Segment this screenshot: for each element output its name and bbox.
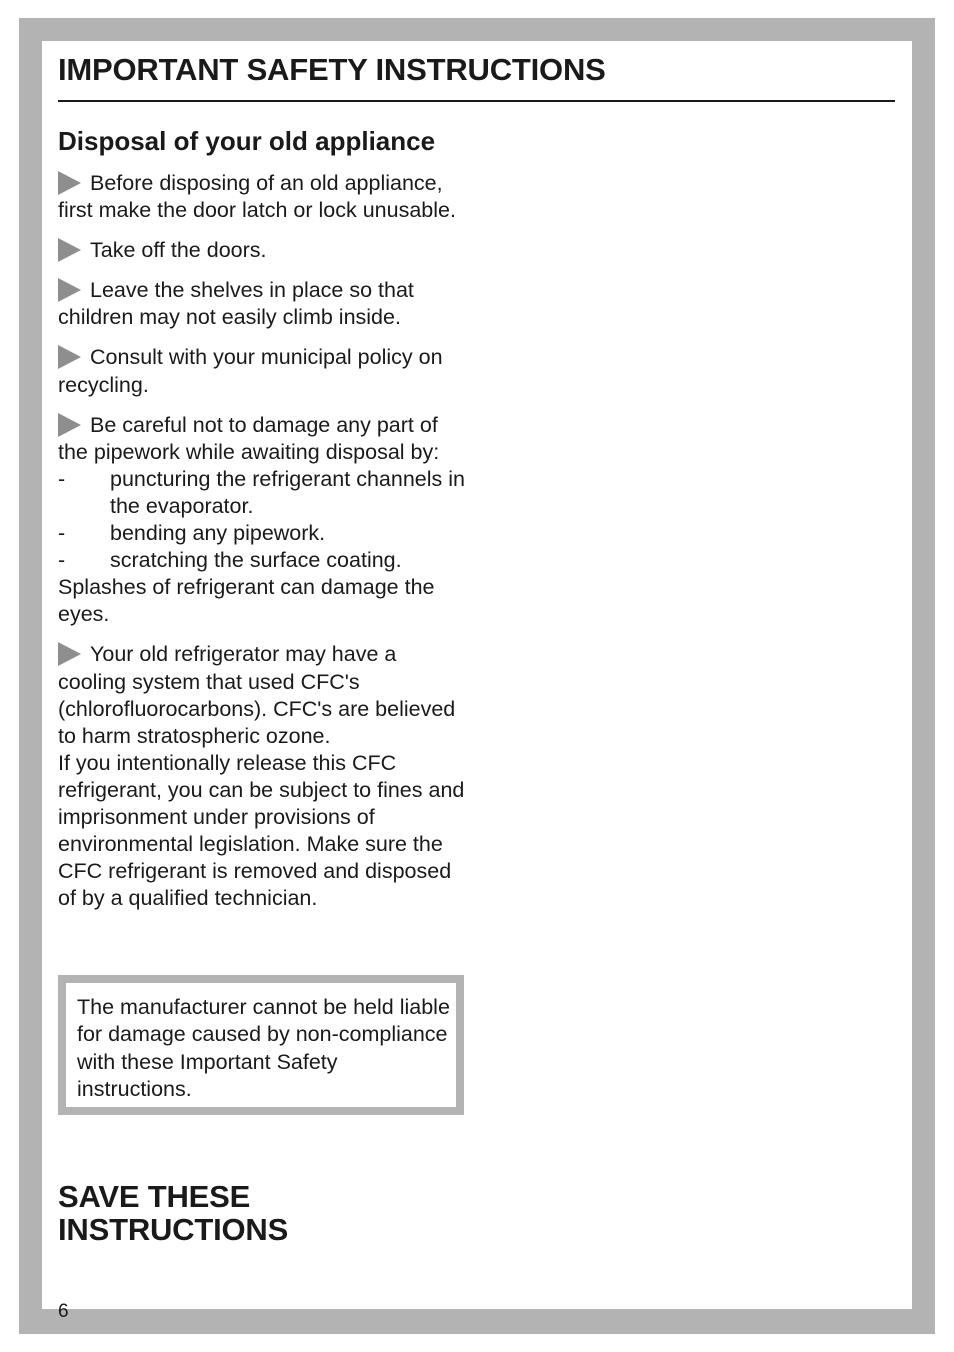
bullet-line: [58, 641, 468, 749]
liability-note-box: [58, 975, 464, 1115]
content-column: [58, 124, 468, 925]
dash-list-item: [58, 547, 468, 574]
dash-item-text: puncturing the refrigerant channels in the evaporator.: [110, 466, 465, 518]
cfc-paragraph: [58, 641, 468, 912]
bullet-text: Your old refrigerator may have a cooling system that used CFC's (chlorofluorocarbons). CFC's are believed to harm stratospheric ozone.: [58, 642, 456, 748]
cfc-continuation: If you intentionally release this CFC refrigerant, you can be subject to fines and imprisonment under provisions of environmental legislation. Make sure the CFC refrigerant is removed and disposed of by a qualified technician.: [58, 750, 465, 911]
page-number: 6: [58, 1301, 69, 1322]
bullet-paragraph: [58, 344, 468, 398]
page-title: IMPORTANT SAFETY INSTRUCTIONS: [58, 52, 606, 87]
dash-item-text: scratching the surface coating.: [110, 548, 402, 573]
triangle-right-icon: [58, 345, 81, 369]
save-heading-line: INSTRUCTIONS: [58, 1212, 289, 1247]
bullet-paragraph: [58, 277, 468, 331]
bullet-text: Consult with your municipal policy on recycling.: [58, 345, 443, 397]
pipework-paragraph: [58, 412, 468, 629]
title-rule: [58, 100, 895, 102]
bullet-paragraph: [58, 237, 468, 264]
triangle-right-icon: [58, 642, 81, 666]
save-heading-line: SAVE THESE: [58, 1179, 251, 1214]
triangle-right-icon: [58, 278, 81, 302]
liability-note-text: The manufacturer cannot be held liable for damage caused by non-compliance with these Important Safety instructions.: [66, 983, 456, 1107]
dash-marker: -: [58, 548, 66, 573]
bullet-text: Leave the shelves in place so that children may not easily climb inside.: [58, 278, 414, 330]
triangle-right-icon: [58, 238, 81, 262]
bullet-text: Be careful not to damage any part of the pipework while awaiting disposal by:: [58, 412, 440, 464]
dash-item-text: bending any pipework.: [110, 521, 326, 546]
bullet-paragraph: [58, 170, 468, 224]
bullet-line: [58, 412, 468, 466]
triangle-right-icon: [58, 413, 81, 437]
section-title: Disposal of your old appliance: [58, 126, 436, 156]
bullet-text: Before disposing of an old appliance, first make the door latch or lock unusable.: [58, 171, 456, 223]
warning-text: Splashes of refrigerant can damage the eyes.: [58, 575, 435, 627]
triangle-right-icon: [58, 171, 81, 195]
dash-marker: -: [58, 521, 66, 546]
save-instructions-heading: [58, 1180, 458, 1246]
dash-list-item: [58, 520, 468, 547]
dash-list-item: [58, 466, 468, 520]
bullet-text: Take off the doors.: [90, 238, 267, 263]
dash-marker: -: [58, 466, 66, 491]
